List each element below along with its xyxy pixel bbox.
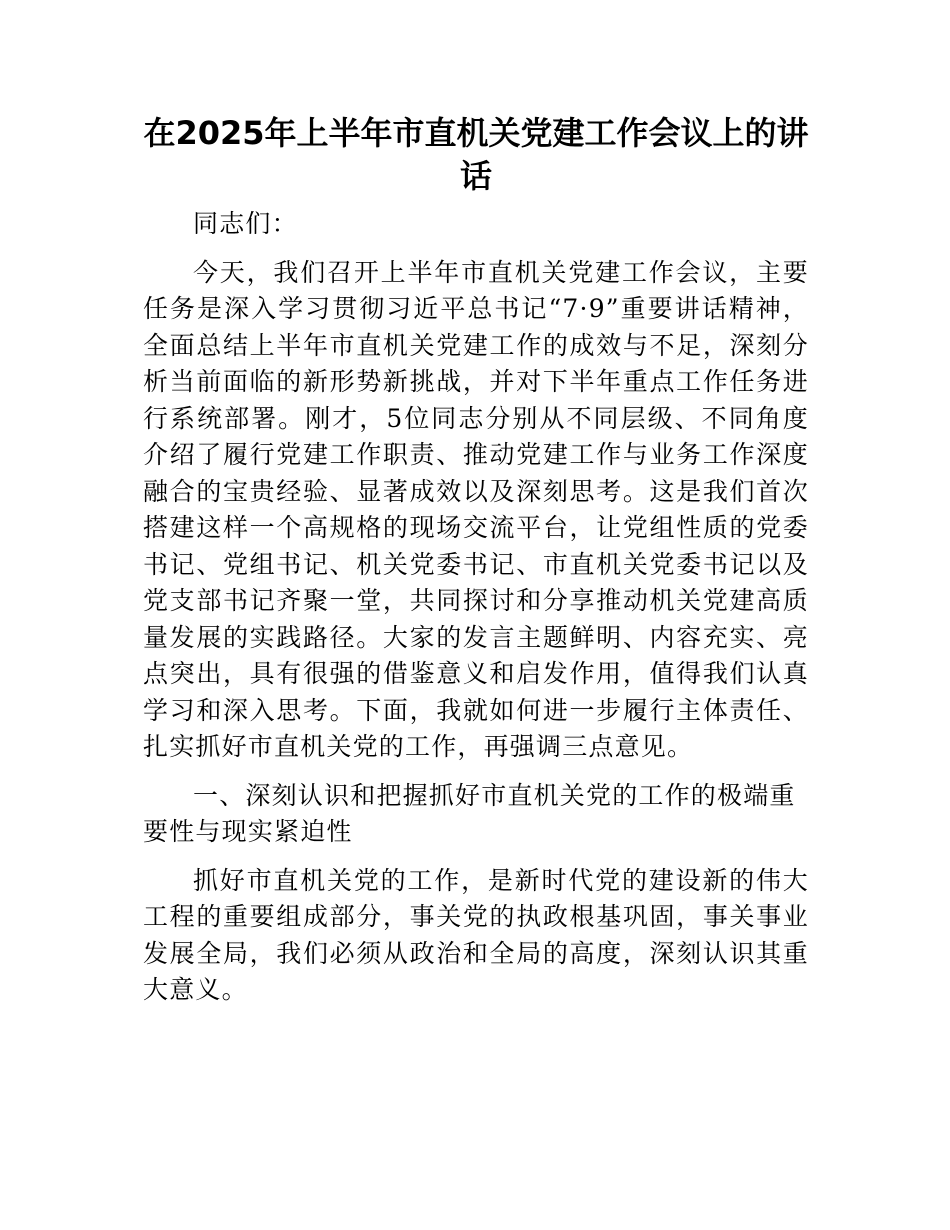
opening-paragraph: 今天，我们召开上半年市直机关党建工作会议，主要任务是深入学习贯彻习近平总书记“7·9”重要讲话精神，全面总结上半年市直机关党建工作的成效与不足，深刻分析当前面临的新形势新挑战，并对下半年重点工作任务进行系统部署。刚才，5位同志分别从不同层级、不同角度介绍了履行党建工作职责、推动党建工作与业务工作深度融合的宝贵经验、显著成效以及深刻思考。这是我们首次搭建这样一个高规格的现场交流平台，让党组性质的党委书记、党组书记、机关党委书记、市直机关党委书记以及党支部书记齐聚一堂，共同探讨和分享推动机关党建高质量发展的实践路径。大家的发言主题鲜明、内容充实、亮点突出，具有很强的借鉴意义和启发作用，值得我们认真学习和深入思考。下面，我就如何进一步履行主体责任、扎实抓好市直机关党的工作，再强调三点意见。: [143, 257, 809, 761]
salutation: 同志们：: [193, 209, 298, 238]
section-heading: 一、深刻认识和把握抓好市直机关党的工作的极端重要性与现实紧迫性: [143, 780, 796, 846]
document-title: 在2025年上半年市直机关党建工作会议上的讲话: [143, 114, 809, 195]
section-paragraph: 抓好市直机关党的工作，是新时代党的建设新的伟大工程的重要组成部分，事关党的执政根基巩固，事关事业发展全局，我们必须从政治和全局的高度，深刻认识其重大意义。: [143, 865, 809, 1004]
document-body: [143, 112, 809, 1021]
